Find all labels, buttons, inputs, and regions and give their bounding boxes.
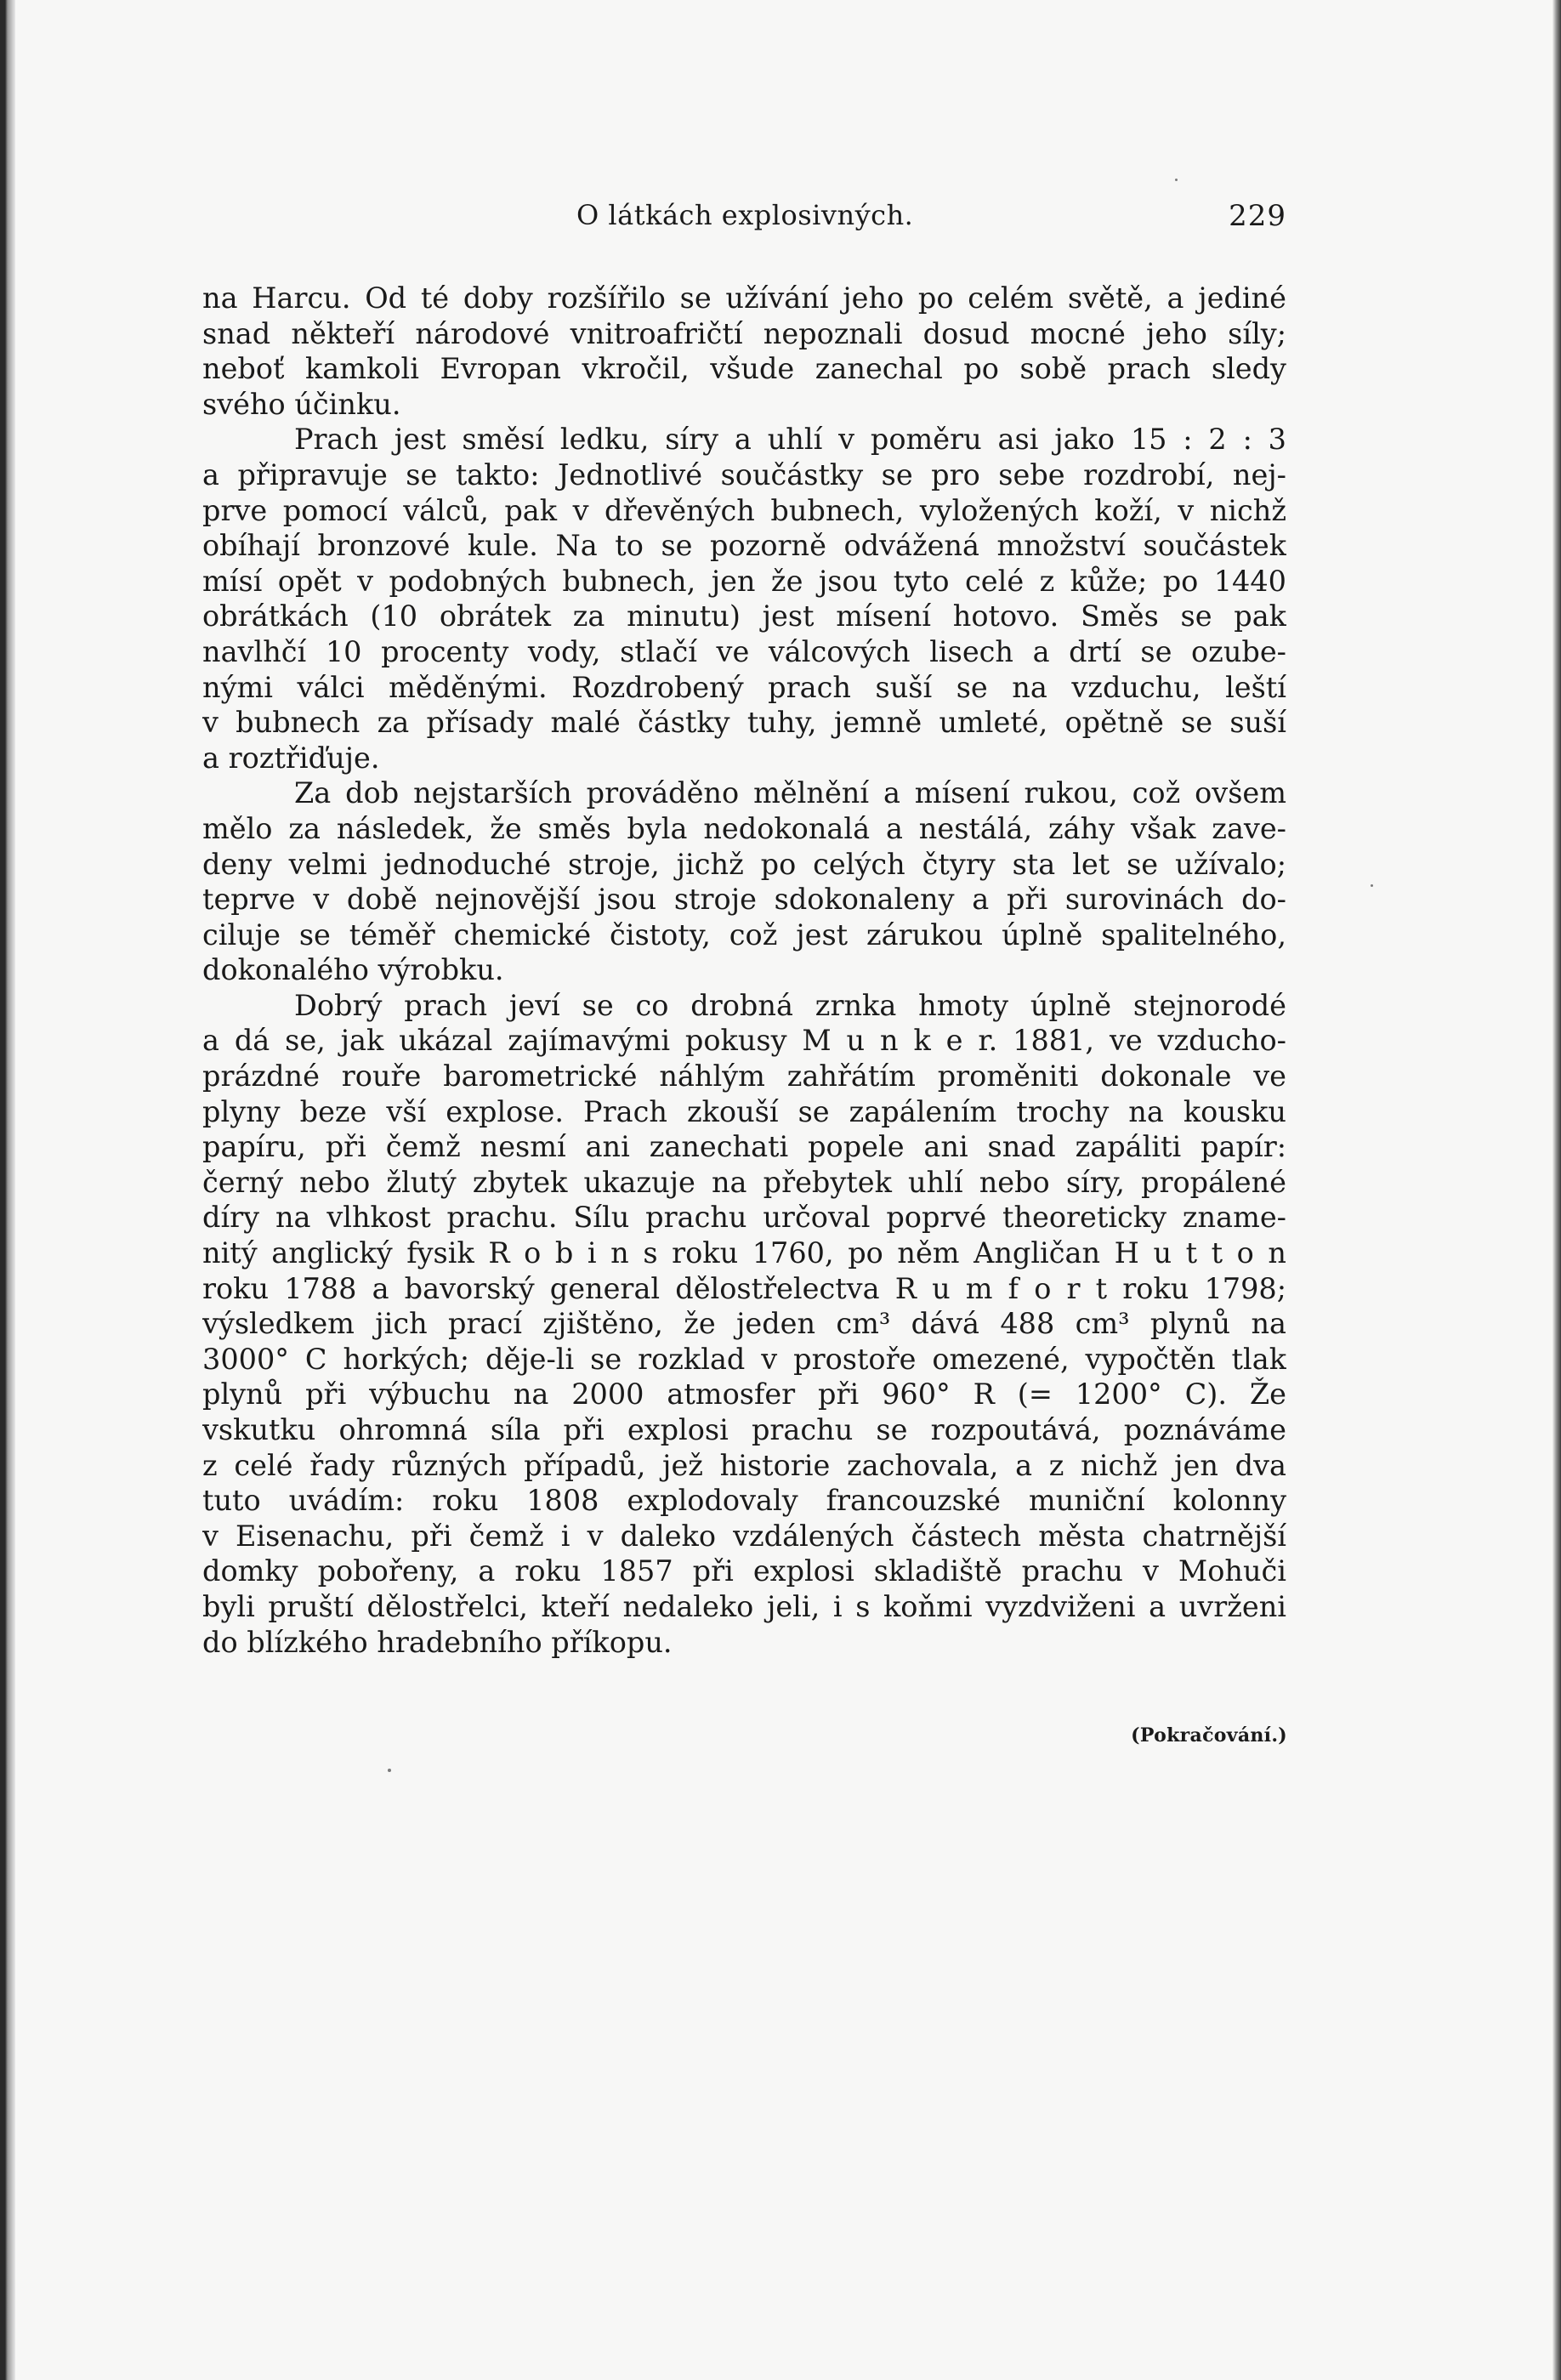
text-line: Prach jest směsí ledku, síry a uhlí v poměru asi jako 15 : 2 : 3 (294, 423, 1286, 457)
continued-label: (Pokračování.) (1131, 1724, 1287, 1747)
text-line: díry na vlhkost prachu. Sílu prachu určoval poprvé theoreticky znamе- (202, 1201, 1286, 1235)
text-line: do blízkého hradebního příkopu. (202, 1625, 673, 1659)
text-line: plyny beze vší explose. Prach zkouší se zapálením trochy na kousku (202, 1094, 1286, 1128)
text-line: a připravuje se takto: Jednotlivé součástky se pro sebe rozdrobí, nej- (202, 457, 1286, 491)
page-header (202, 199, 1286, 240)
text-line: deny velmi jednoduché stroje, jichž po celých čtyry sta let se užívalo; (202, 847, 1286, 881)
text-line: v Eisenachu, při čemž i v daleko vzdálených částech města chatrnější (202, 1519, 1286, 1553)
text-line: svého účinku. (202, 387, 401, 421)
print-speck (1371, 884, 1373, 887)
text-line: a roztřiďuje. (202, 741, 380, 775)
text-line: výsledkem jich prací zjištěno, že jeden cm³ dává 488 cm³ plynů na (202, 1307, 1286, 1341)
text-line: domky pobořeny, a roku 1857 při explosi skladiště prachu v Mohuči (202, 1554, 1286, 1588)
text-line: tuto uvádím: roku 1808 explodovaly francouzské muniční kolonny (202, 1484, 1286, 1518)
text-line: roku 1788 a bavorský general dělostřelectva R u m f o r t roku 1798; (202, 1271, 1286, 1305)
text-line: prázdné rouře barometrické náhlým zahřátím proměniti dokonale ve (202, 1059, 1286, 1093)
text-line: snad někteří národové vnitroafričtí nepoznali dosud mocné jeho síly; (202, 316, 1286, 350)
text-line: teprve v době nejnovější jsou stroje sdokonaleny a při surovinách do- (202, 883, 1286, 917)
text-line: papíru, při čemž nesmí ani zanechati popele ani snad zapáliti papír: (202, 1130, 1286, 1164)
text-line: z celé řady různých případů, jež historie zachovala, a z nichž jen dva (202, 1448, 1286, 1482)
text-line: dokonalého výrobku. (202, 953, 504, 987)
text-line: a dá se, jak ukázal zajímavými pokusy M u n k e r. 1881, ve vzducho- (202, 1024, 1286, 1058)
text-line: obrátkách (10 obrátek za minutu) jest mísení hotovo. Směs se pak (202, 599, 1286, 633)
text-line: Dobrý prach jeví se co drobná zrnka hmoty úplně stejnorodé (294, 988, 1286, 1022)
text-line: vskutku ohromná síla při explosi prachu se rozpoutává, poznáváme (202, 1413, 1286, 1446)
text-line: byli pruští dělostřelci, kteří nedaleko jeli, i s koňmi vyzdviženi a uvrženi (202, 1589, 1286, 1623)
text-line: ciluje se téměř chemické čistoty, což jest zárukou úplně spalitelného, (202, 917, 1286, 951)
text-line: nitý anglický fysik R o b i n s roku 1760, po něm Angličan H u t t o n (202, 1236, 1286, 1270)
page-right-edge (1552, 0, 1561, 2380)
text-line: mísí opět v podobných bubnech, jen že jsou tyto celé z kůže; po 1440 (202, 564, 1286, 598)
text-line: plynů při výbuchu na 2000 atmosfer při 960° R (= 1200° C). Že (202, 1377, 1286, 1412)
text-line: navlhčí 10 procenty vody, stlačí ve válcových lisech a drtí se ozube- (202, 634, 1286, 668)
text-line: prve pomocí válců, pak v dřevěných bubnech, vyložených koží, v nichž (202, 493, 1286, 527)
text-line: mělo za následek, že směs byla nedokonalá a nestálá, záhy však zave- (202, 811, 1286, 845)
text-line: v bubnech za přísady malé částky tuhy, jemně umleté, opětně se suší (202, 706, 1286, 740)
running-title: O látkách explosivných. (576, 199, 914, 231)
text-line: 3000° C horkých; děje-li se rozklad v prostoře omezené, vypočtěn tlak (202, 1342, 1286, 1376)
text-line: neboť kamkoli Evropan vkročil, všude zanechal po sobě prach sledy (202, 352, 1286, 386)
text-line: černý nebo žlutý zbytek ukazuje na přebytek uhlí nebo síry, propálené (202, 1165, 1286, 1199)
page-binding-edge (0, 0, 15, 2380)
print-speck (1175, 179, 1178, 181)
text-line: nými válci měděnými. Rozdrobený prach suší se na vzduchu, leští (202, 670, 1286, 704)
text-line: Za dob nejstarších prováděno mělnění a mísení rukou, což ovšem (294, 776, 1286, 810)
text-line: na Harcu. Od té doby rozšířilo se užívání jeho po celém světě, a jediné (202, 281, 1286, 315)
print-speck (388, 1769, 391, 1772)
body-text (202, 281, 1286, 1660)
text-line: obíhají bronzové kule. Na to se pozorně odvážená množství součástek (202, 529, 1286, 563)
page-number: 229 (1229, 199, 1286, 233)
